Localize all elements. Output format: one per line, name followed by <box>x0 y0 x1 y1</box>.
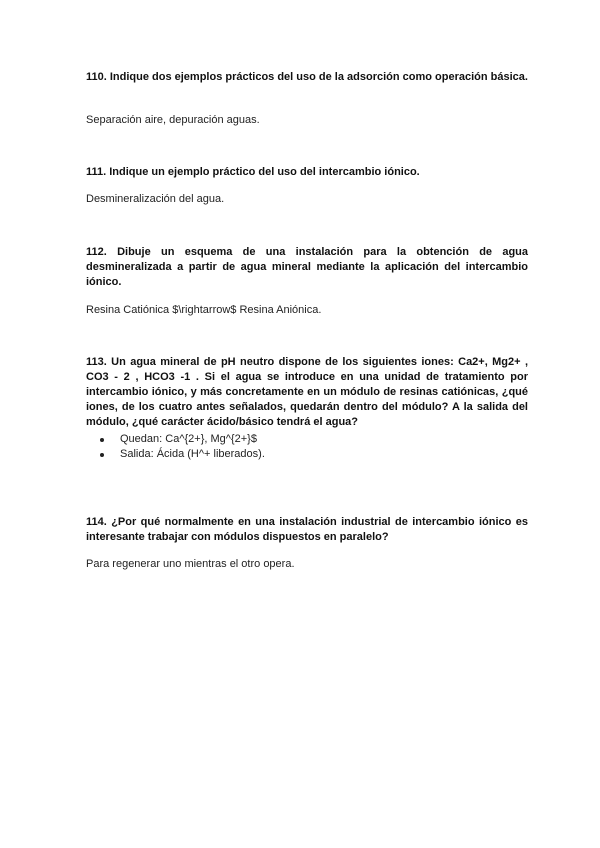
list-item <box>86 432 506 447</box>
list-item-text: Salida: Ácida (H^+ liberados). <box>120 448 265 460</box>
question-114: 114. ¿Por qué normalmente en una instalación industrial de intercambio iónico es interesante trabajar con módulos dispuestos en paralelo? <box>86 516 528 543</box>
question-112: 112. Dibuje un esquema de una instalación para la obtención de agua desmineralizada a partir de agua mineral mediante la aplicación del intercambio iónico. <box>86 246 528 288</box>
answer-114: Para regenerar uno mientras el otro opera. <box>86 558 295 570</box>
answer-110: Separación aire, depuración aguas. <box>86 114 260 126</box>
bullet-icon <box>100 438 104 442</box>
answer-112: Resina Catiónica $\rightarrow$ Resina Aniónica. <box>86 304 322 316</box>
question-110: 110. Indique dos ejemplos prácticos del uso de la adsorción como operación básica. <box>86 71 528 83</box>
answer-113-list <box>86 432 506 462</box>
list-item-text: Quedan: Ca^{2+}, Mg^{2+}$ <box>120 433 257 445</box>
list-item <box>86 447 506 462</box>
question-111: 111. Indique un ejemplo práctico del uso del intercambio iónico. <box>86 166 420 178</box>
question-113: 113. Un agua mineral de pH neutro dispone de los siguientes iones: Ca2+, Mg2+ , CO3 - 2 , HCO3 -1 . Si el agua se introduce en una unidad de tratamiento por intercambio iónico, y más concretamente en un módulo de resinas catiónicas, ¿qué iones, de los cuatro antes señalados, quedarán dentro del módulo? A la salida del módulo, ¿qué carácter ácido/básico tendrá el agua? <box>86 356 528 428</box>
bullet-icon <box>100 453 104 457</box>
answer-111: Desmineralización del agua. <box>86 193 225 205</box>
